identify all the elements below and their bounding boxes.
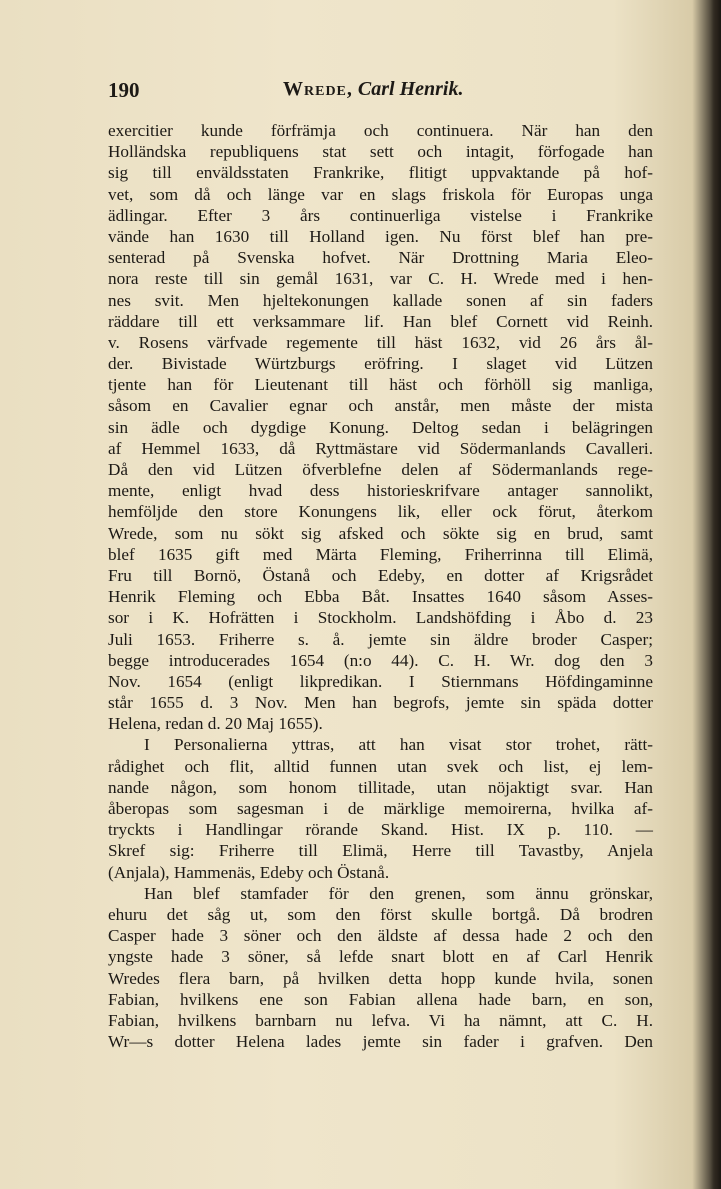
text-line: vände han 1630 till Holland igen. Nu först blef han pre- [108,226,653,246]
text-line: (Anjala), Hammenäs, Edeby och Östanå. [108,862,390,882]
running-head-given-name: Carl Henrik. [357,78,464,100]
text-line: Juli 1653. Friherre s. å. jemte sin äldre broder Casper; [108,629,653,649]
text-line: Fabian, hvilkens barnbarn nu lefva. Vi ha nämnt, att C. H. [108,1010,653,1030]
text-line: nes svit. Men hjeltekonungen kallade sonen af sin faders [108,290,653,310]
text-line: hemföljde den store Konungens lik, eller ock förut, återkom [108,502,653,522]
text-line: räddare till ett verksammare lif. Han blef Cornett vid Reinh. [108,311,653,331]
text-line: Wrede, som nu sökt sig afsked och sökte sig en brud, samt [108,523,653,543]
text-line: ädlingar. Efter 3 års continuerliga vistelse i Frankrike [108,205,653,225]
text-line: v. Rosens värfvade regemente till häst 1632, vid 26 års ål- [108,332,653,352]
text-line: Fabian, hvilkens ene son Fabian allena hade barn, en son, [108,989,653,1009]
text-line: Fru till Bornö, Östanå och Edeby, en dotter af Krigsrådet [108,565,653,585]
text-line: sor i K. Hofrätten i Stockholm. Landshöfding i Åbo d. 23 [108,608,653,628]
running-head [283,78,463,101]
text-line: af Hemmel 1633, då Ryttmästare vid Södermanlands Cavalleri. [108,438,653,458]
text-line: I Personalierna yttras, att han visat stor trohet, rätt- [144,735,653,755]
text-line: begge introducerades 1654 (n:o 44). C. H. Wr. dog den 3 [108,650,653,670]
text-line: mente, enligt hvad dess historieskrifvare antager sannolikt, [108,481,653,501]
page-header [108,78,608,108]
text-line: ehuru det såg ut, som den först skulle bortgå. Då brodren [108,904,653,924]
text-line: Då den vid Lützen öfverblefne delen af Södermanlands rege- [108,460,653,479]
text-line: vet, som då och länge var en slags friskola för Europas unga [108,184,653,204]
text-line: exercitier kunde förfrämja och continuera. När han den [108,121,653,140]
text-line: Nov. 1654 (enligt likpredikan. I Stiernmans Höfdingaminne [108,671,653,691]
text-line: Helena, redan d. 20 Maj 1655). [108,714,323,734]
page-number: 190 [108,78,140,102]
body-text [108,120,653,1052]
text-line: Henrik Fleming och Ebba Båt. Insattes 1640 såsom Asses- [108,587,653,607]
running-head-surname: Wrede, [283,78,353,100]
text-line: tryckts i Handlingar rörande Skand. Hist. IX p. 110. — [108,820,653,840]
text-line: nande någon, som honom tillitade, utan nöjaktigt svar. Han [108,777,653,797]
page-edge-shadow [711,0,721,1189]
text-line: sig till enväldsstaten Frankrike, flitigt uppvaktande på hof- [108,163,653,183]
text-line: Casper hade 3 söner och den äldste af dessa hade 2 och den [108,926,653,946]
text-line: Skref sig: Friherre till Elimä, Herre till Tavastby, Anjela [108,841,653,861]
text-line: Holländska republiquens stat sett och intagit, förfogade han [108,142,653,162]
text-line: såsom en Cavalier egnar och anstår, men måste der mista [108,396,653,416]
text-line: sin ädle och dygdige Konung. Deltog sedan i belägringen [108,417,653,437]
text-line: yngste hade 3 söner, så lefde snart blott en af Carl Henrik [108,947,653,967]
text-line: der. Bivistade Würtzburgs eröfring. I slaget vid Lützen [108,354,653,374]
text-line: rådighet och flit, alltid funnen utan svek och list, ej lem- [108,756,653,776]
text-line: senterad på Svenska hofvet. När Drottning Maria Eleo- [108,248,653,268]
text-line: blef 1635 gift med Märta Fleming, Friherrinna till Elimä, [108,544,653,564]
text-line: tjente han för Lieutenant till häst och förhöll sig manliga, [108,375,653,395]
text-line: står 1655 d. 3 Nov. Men han begrofs, jemte sin späda dotter [108,693,653,713]
text-line: åberopas som sagesman i de märklige memoirerna, hvilka af- [108,799,653,818]
text-line: Wr—s dotter Helena lades jemte sin fader i grafven. Den [108,1032,653,1052]
text-line: Wredes flera barn, på hvilken detta hopp kunde hvila, sonen [108,968,653,988]
text-line: nora reste till sin gemål 1631, var C. H. Wrede med i hen- [108,269,653,289]
text-line: Han blef stamfader för den grenen, som ännu grönskar, [144,883,653,903]
